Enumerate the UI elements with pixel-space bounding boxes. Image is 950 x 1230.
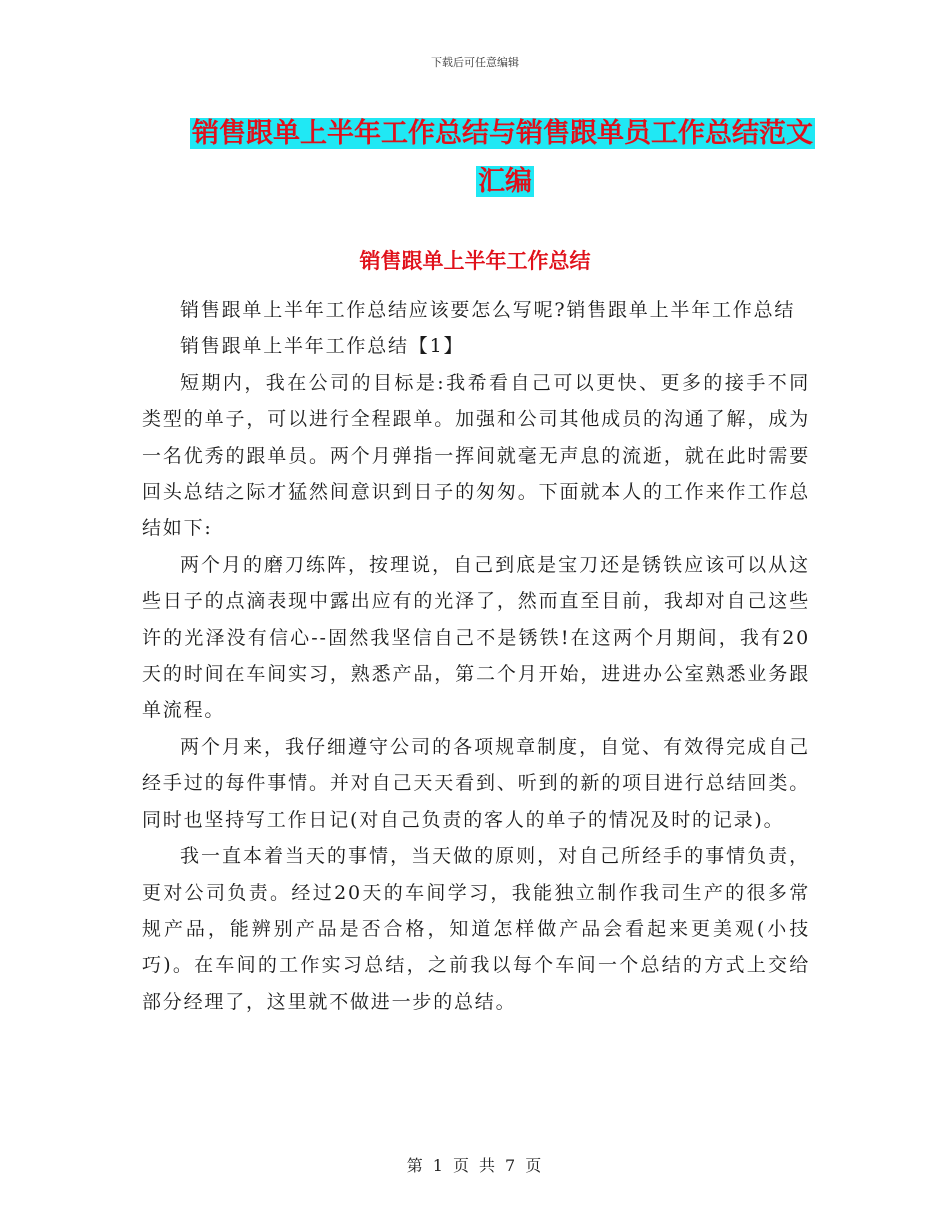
document-title — [190, 110, 820, 206]
paragraph: 短期内，我在公司的目标是:我希看自己可以更快、更多的接手不同类型的单子，可以进行全程跟单。加强和公司其他成员的沟通了解，成为一名优秀的跟单员。两个月弹指一挥间就毫无声息的流逝，就在此时需要回头总结之际才猛然间意识到日子的匆匆。下面就本人的工作来作工作总结如下: — [142, 371, 810, 540]
body-content — [142, 292, 810, 1020]
footer-prefix: 第 — [406, 1156, 425, 1175]
header-note: 下载后可任意编辑 — [431, 56, 519, 69]
paragraph: 销售跟单上半年工作总结【1】 — [180, 335, 465, 358]
title-line-1 — [190, 110, 820, 158]
paragraph: 两个月来，我仔细遵守公司的各项规章制度，自觉、有效得完成自己经手过的每件事情。并对自己天天看到、听到的新的项目进行总结回类。同时也坚持写工作日记(对自己负责的客人的单子的情况及时的记录)。 — [142, 735, 810, 831]
paragraph: 两个月的磨刀练阵，按理说，自己到底是宝刀还是锈铁应该可以从这些日子的点滴表现中露出应有的光泽了，然而直至目前，我却对自己这些许的光泽没有信心--固然我坚信自己不是锈铁!在这两个月期间，我有20天的时间在车间实习，熟悉产品，第二个月开始，进进办公室熟悉业务跟单流程。 — [142, 553, 810, 722]
section-title: 销售跟单上半年工作总结 — [359, 249, 591, 273]
footer-page-number: 1 — [432, 1156, 445, 1175]
page-footer — [0, 1153, 950, 1176]
title-line-2 — [190, 158, 820, 206]
footer-page-unit: 页 — [452, 1156, 471, 1175]
footer-total-pages: 7 — [505, 1156, 518, 1175]
paragraph: 销售跟单上半年工作总结应该要怎么写呢?销售跟单上半年工作总结 — [180, 299, 796, 321]
paragraph: 我一直本着当天的事情，当天做的原则，对自己所经手的事情负责，更对公司负责。经过20天的车间学习，我能独立制作我司生产的很多常规产品，能辨别产品是否合格，知道怎样做产品会看起来更美观(小技巧)。在车间的工作实习总结，之前我以每个车间一个总结的方式上交给部分经理了，这里就不做进一步的总结。 — [142, 845, 810, 1013]
title-line-1-text: 销售跟单上半年工作总结与销售跟单员工作总结范文 — [192, 118, 813, 149]
title-line-2-text: 汇编 — [478, 166, 532, 197]
footer-total-prefix: 共 — [479, 1156, 498, 1175]
footer-total-unit: 页 — [525, 1156, 544, 1175]
